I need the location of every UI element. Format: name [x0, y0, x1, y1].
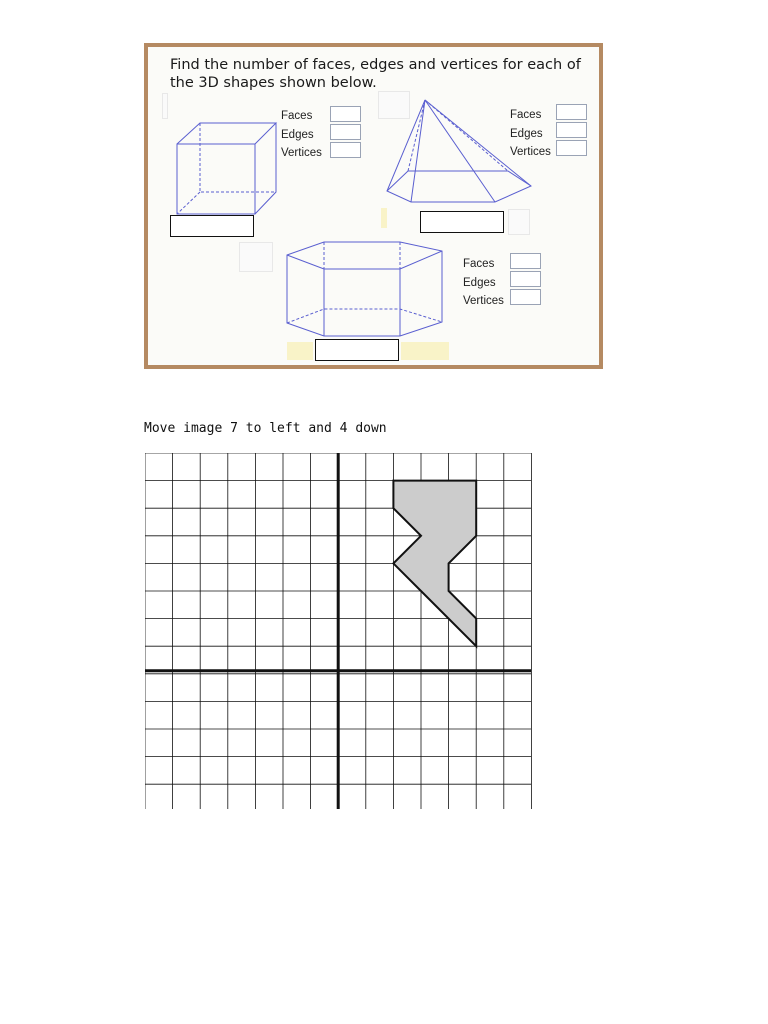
pyramid-vertices-label: Vertices — [510, 146, 551, 158]
prism-name-tab-right — [401, 342, 449, 360]
prism-name-tab-left — [287, 342, 313, 360]
hexagonal-prism-figure — [284, 239, 446, 345]
pyramid-name-tab — [381, 208, 387, 228]
pyramid-edges-label: Edges — [510, 128, 543, 140]
cube-figure — [172, 115, 282, 215]
instruction-text: Move image 7 to left and 4 down — [144, 421, 387, 436]
prism-vertices-label: Vertices — [463, 295, 504, 307]
pyramid-name-box[interactable] — [420, 211, 504, 233]
coordinate-grid — [145, 453, 537, 809]
cube-faces-label: Faces — [281, 110, 313, 122]
prism-faces-label: Faces — [463, 258, 495, 270]
prism-edges-label: Edges — [463, 277, 496, 289]
pyramid-vertices-input[interactable] — [556, 140, 587, 156]
pyramid-faces-input[interactable] — [556, 104, 587, 120]
cube-faces-input[interactable] — [330, 106, 361, 122]
prism-edges-input[interactable] — [510, 271, 541, 287]
worksheet-image — [144, 43, 603, 369]
cube-edges-label: Edges — [281, 129, 314, 141]
prism-faces-input[interactable] — [510, 253, 541, 269]
pyramid-side-box — [508, 209, 530, 235]
pyramid-faces-label: Faces — [510, 109, 542, 121]
cube-vertices-label: Vertices — [281, 147, 322, 159]
worksheet-title: Find the number of faces, edges and vertices for each of the 3D shapes shown below. — [170, 57, 581, 91]
pyramid-edges-input[interactable] — [556, 122, 587, 138]
cube-corner-box — [162, 93, 168, 119]
prism-name-box[interactable] — [315, 339, 399, 361]
cube-edges-input[interactable] — [330, 124, 361, 140]
cube-name-box[interactable] — [170, 215, 254, 237]
cube-vertices-input[interactable] — [330, 142, 361, 158]
prism-corner-box — [239, 242, 273, 272]
prism-vertices-input[interactable] — [510, 289, 541, 305]
